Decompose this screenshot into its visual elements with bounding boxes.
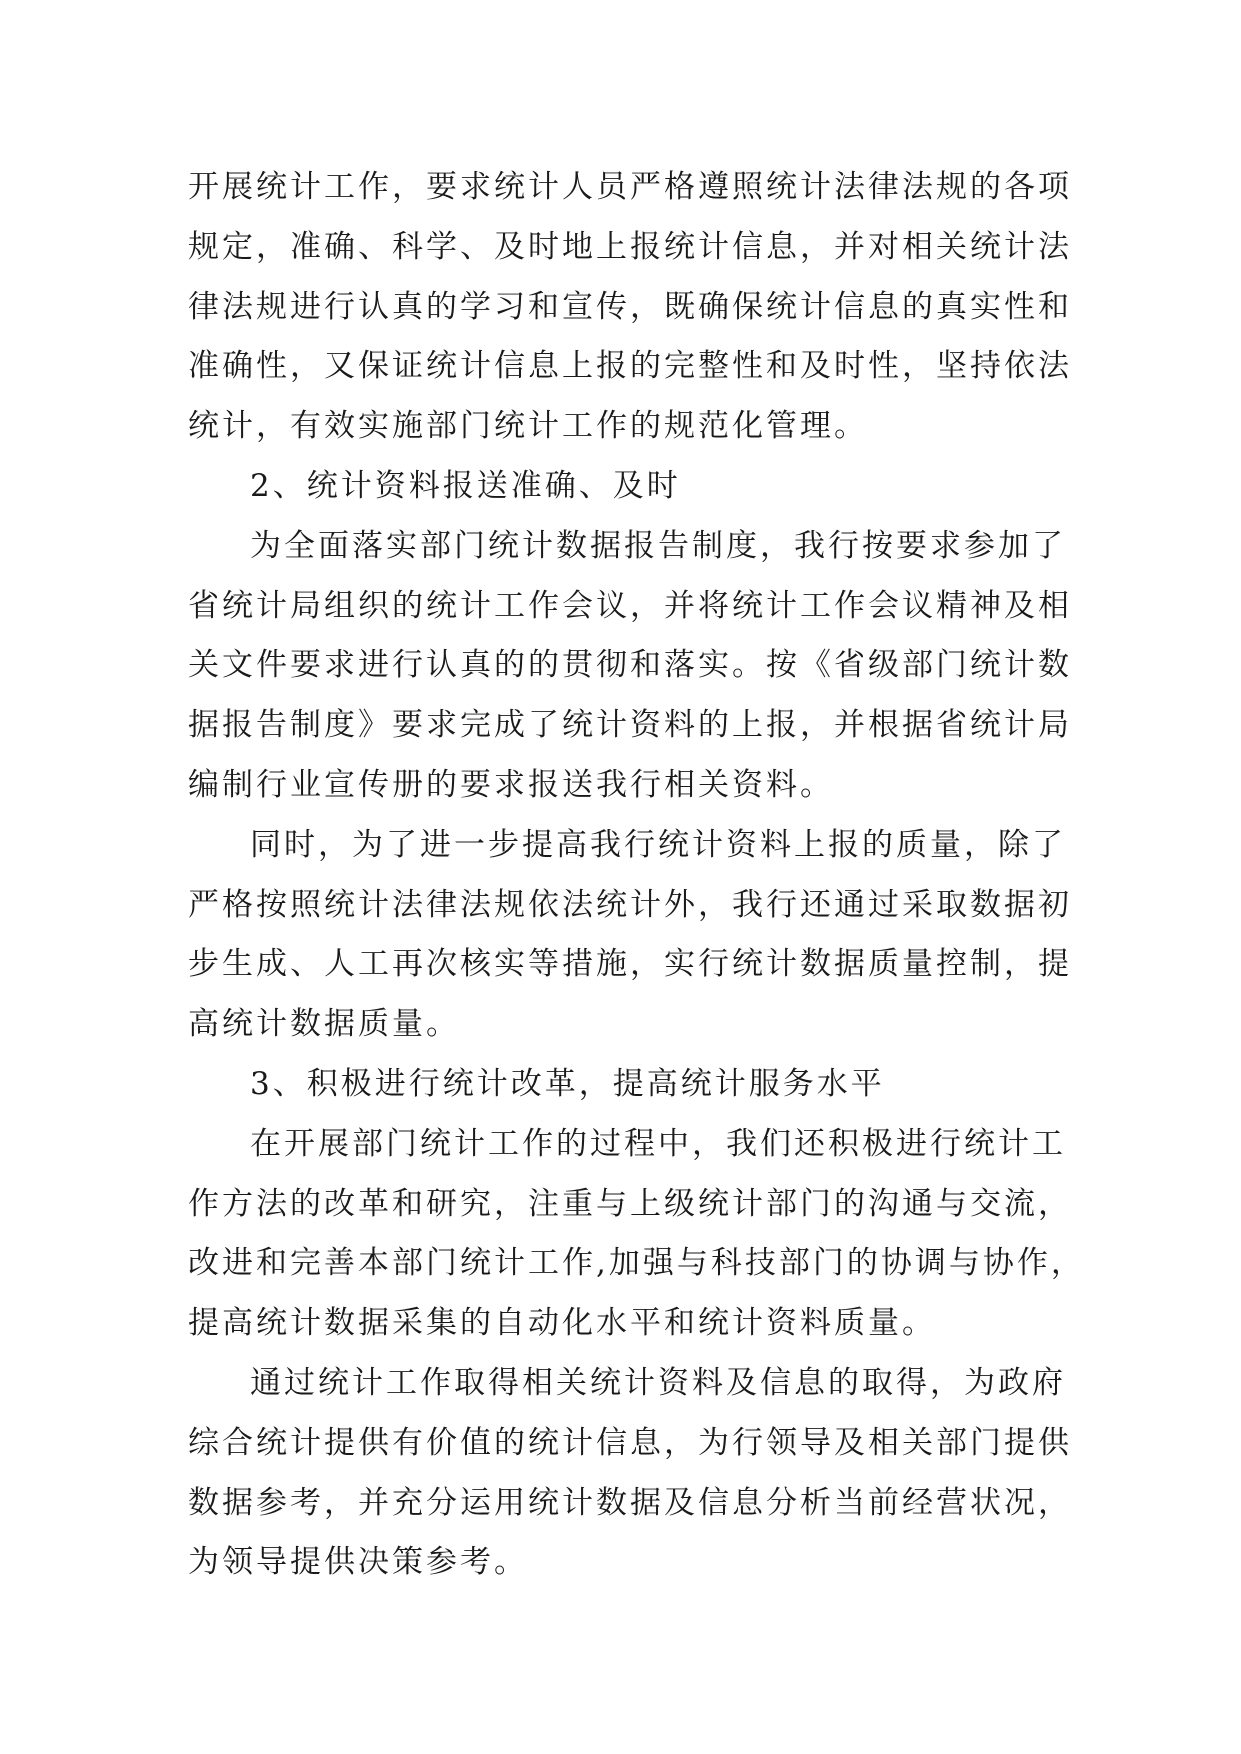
paragraph-line: 为领导提供决策参考。 bbox=[188, 1544, 528, 1581]
paragraph-line: 提高统计数据采集的自动化水平和统计资料质量。 bbox=[188, 1305, 936, 1342]
paragraph-line: 规定，准确、科学、及时地上报统计信息，并对相关统计法 bbox=[188, 228, 1072, 265]
section-heading: 3、积极进行统计改革，提高统计服务水平 bbox=[250, 1065, 885, 1102]
paragraph-line: 省统计局组织的统计工作会议，并将统计工作会议精神及相 bbox=[188, 587, 1072, 624]
paragraph-line: 数据参考，并充分运用统计数据及信息分析当前经营状况， bbox=[188, 1484, 1072, 1521]
paragraph-line: 开展统计工作，要求统计人员严格遵照统计法律法规的各项 bbox=[188, 169, 1072, 205]
paragraph-line: 作方法的改革和研究，注重与上级统计部门的沟通与交流， bbox=[188, 1185, 1072, 1222]
document-body bbox=[188, 158, 1085, 1593]
paragraph-line: 关文件要求进行认真的的贯彻和落实。按《省级部门统计数 bbox=[188, 647, 1072, 684]
paragraph-line: 准确性，又保证统计信息上报的完整性和及时性，坚持依法 bbox=[188, 348, 1072, 385]
paragraph-line: 改进和完善本部门统计工作,加强与科技部门的协调与协作， bbox=[188, 1245, 1085, 1282]
paragraph-line: 同时，为了进一步提高我行统计资料上报的质量，除了 bbox=[250, 826, 1066, 863]
paragraph-line: 律法规进行认真的学习和宣传，既确保统计信息的真实性和 bbox=[188, 288, 1072, 325]
paragraph-line: 为全面落实部门统计数据报告制度，我行按要求参加了 bbox=[250, 527, 1066, 564]
paragraph-line: 综合统计提供有价值的统计信息，为行领导及相关部门提供 bbox=[188, 1424, 1072, 1461]
section-heading: 2、统计资料报送准确、及时 bbox=[250, 467, 681, 504]
paragraph-line: 在开展部门统计工作的过程中，我们还积极进行统计工 bbox=[250, 1125, 1066, 1162]
paragraph-line: 据报告制度》要求完成了统计资料的上报，并根据省统计局 bbox=[188, 707, 1072, 744]
paragraph-line: 编制行业宣传册的要求报送我行相关资料。 bbox=[188, 766, 834, 803]
paragraph-line: 通过统计工作取得相关统计资料及信息的取得，为政府 bbox=[250, 1364, 1066, 1401]
paragraph-line: 严格按照统计法律法规依法统计外，我行还通过采取数据初 bbox=[188, 886, 1072, 923]
paragraph-line: 步生成、人工再次核实等措施，实行统计数据质量控制，提 bbox=[188, 946, 1072, 983]
paragraph-line: 统计，有效实施部门统计工作的规范化管理。 bbox=[188, 408, 868, 445]
paragraph-line: 高统计数据质量。 bbox=[188, 1006, 460, 1043]
